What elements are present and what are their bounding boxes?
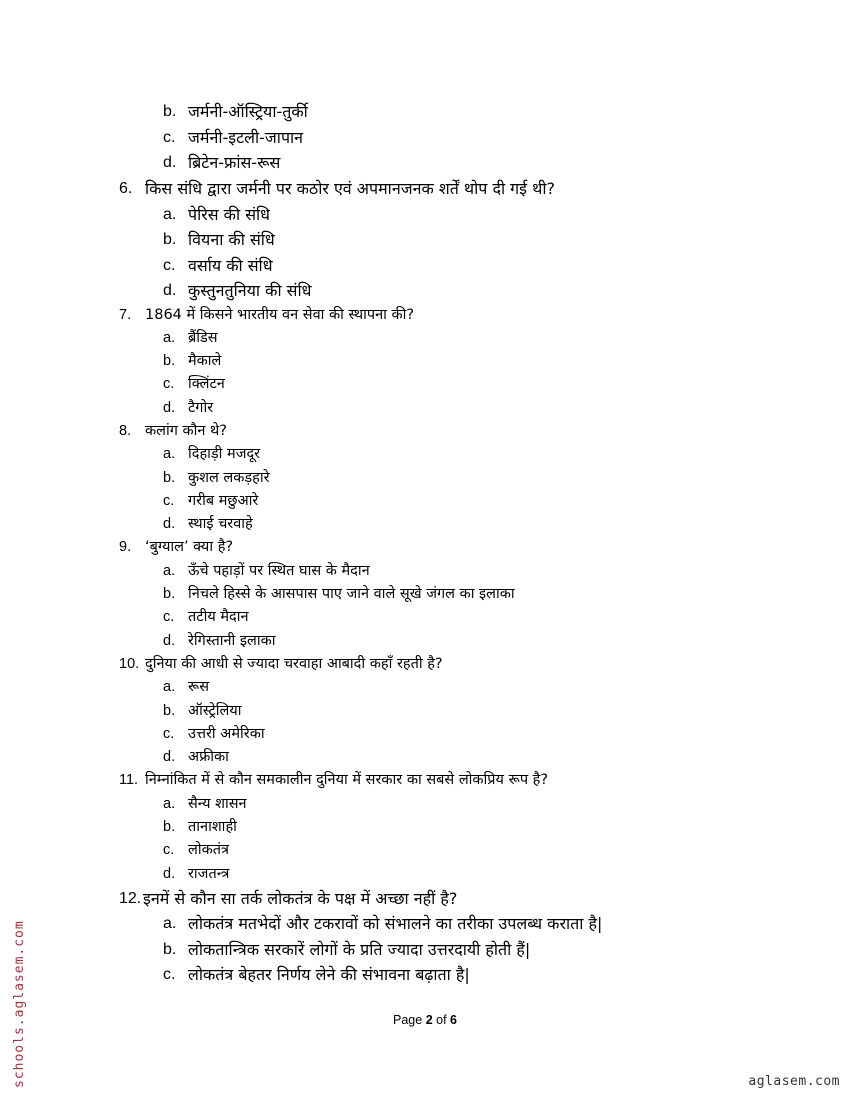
option-text: अफ्रीका (188, 749, 229, 766)
option-text: कुशल लकड़हारे (188, 469, 270, 486)
question-number: 10. (119, 655, 140, 672)
option-letter: b. (163, 940, 177, 958)
option-text: क्लिंटन (188, 376, 225, 393)
option-row (0, 227, 850, 253)
option-letter: d. (163, 749, 176, 766)
option-letter: a. (163, 446, 176, 463)
option-text: लोकतान्त्रिक सरकारें लोगों के प्रति ज्यादा उत्तरदायी होती हैं| (188, 939, 531, 959)
option-letter: c. (163, 128, 176, 146)
question-7-block (0, 304, 850, 420)
option-letter: d. (163, 154, 177, 171)
question-text: इनमें से कौन सा तर्क लोकतंत्र के पक्ष में अच्छा नहीं है? (143, 888, 458, 908)
option-row (0, 962, 850, 988)
option-row (0, 443, 850, 466)
compact-questions (0, 304, 850, 886)
option-row (0, 327, 850, 350)
option-letter: b. (163, 469, 176, 486)
option-row (0, 125, 850, 151)
option-text: वर्साय की संधि (188, 255, 273, 275)
option-letter: d. (163, 865, 176, 882)
option-text: ब्रिटेन-फ्रांस-रूस (188, 153, 281, 172)
option-letter: d. (163, 399, 176, 416)
page-current: 2 (425, 1013, 433, 1027)
option-row (0, 746, 850, 769)
question-9-block (0, 536, 850, 652)
option-text: ब्रैंडिस (188, 329, 218, 346)
option-text: टैगोर (188, 399, 214, 416)
option-row (0, 937, 850, 963)
option-letter: d. (163, 516, 176, 533)
question-row (0, 304, 850, 327)
option-text: स्थाई चरवाहे (188, 516, 253, 533)
page-total: 6 (450, 1013, 457, 1027)
question-text: ‘बुग्याल’ क्या है? (145, 539, 234, 556)
option-row (0, 816, 850, 839)
question-list (0, 176, 850, 988)
question-12-block (0, 886, 850, 988)
option-letter: d. (163, 282, 177, 299)
option-text: जर्मनी-इटली-जापान (188, 127, 304, 147)
question-text: दुनिया की आधी से ज्यादा चरवाहा आबादी कहाँ रहती है? (145, 655, 443, 672)
option-row (0, 99, 850, 125)
option-text: लोकतंत्र मतभेदों और टकरावों को संभालने का तरीका उपलब्ध कराता है| (188, 914, 603, 934)
option-text: लोकतंत्र (188, 842, 229, 859)
option-row (0, 150, 850, 176)
option-row (0, 676, 850, 699)
option-row (0, 793, 850, 816)
option-text: कुस्तुनतुनिया की संधि (188, 281, 312, 300)
question-number: 6. (119, 180, 133, 197)
option-letter: c. (163, 256, 176, 274)
option-row (0, 583, 850, 606)
option-letter: c. (163, 725, 175, 742)
question-text: 1864 में किसने भारतीय वन सेवा की स्थापना की? (145, 306, 415, 323)
option-text: जर्मनी-ऑस्ट्रिया-तुर्की (188, 102, 308, 121)
option-row (0, 839, 850, 862)
option-row (0, 253, 850, 279)
question-8-block (0, 420, 850, 536)
option-row (0, 350, 850, 373)
option-letter: b. (163, 702, 176, 719)
option-row (0, 490, 850, 513)
option-text: पेरिस की संधि (188, 204, 270, 224)
option-row (0, 513, 850, 536)
option-row (0, 560, 850, 583)
question-row (0, 420, 850, 443)
option-letter: a. (163, 915, 177, 933)
option-text: वियना की संधि (188, 230, 275, 249)
question-row (0, 769, 850, 792)
option-letter: c. (163, 842, 175, 859)
option-text: राजतन्त्र (188, 865, 230, 882)
option-row (0, 911, 850, 937)
question-number: 9. (119, 539, 132, 556)
option-row (0, 202, 850, 228)
option-letter: a. (163, 679, 176, 696)
option-row (0, 373, 850, 396)
option-text: निचले हिस्से के आसपास पाए जाने वाले सूखे जंगल का इलाका (188, 586, 515, 603)
option-letter: d. (163, 632, 176, 649)
question-number: 11. (119, 772, 139, 789)
option-text: तटीय मैदान (188, 609, 249, 626)
option-row (0, 606, 850, 629)
option-text: ऑस्ट्रेलिया (188, 702, 242, 719)
side-watermark: schools.aglasem.com (12, 920, 27, 1088)
option-row (0, 700, 850, 723)
question-number: 7. (119, 306, 132, 323)
option-letter: b. (163, 819, 176, 836)
option-text: लोकतंत्र बेहतर निर्णय लेने की संभावना बढ़ाता है| (188, 965, 470, 985)
option-letter: a. (163, 562, 176, 579)
option-letter: a. (163, 329, 176, 346)
option-row (0, 467, 850, 490)
page-number-footer (0, 1013, 850, 1027)
option-row (0, 278, 850, 304)
option-letter: c. (163, 966, 176, 984)
option-text: रूस (188, 679, 210, 696)
option-letter: c. (163, 609, 175, 626)
question-11-block (0, 769, 850, 885)
option-letter: c. (163, 492, 175, 509)
option-text: दिहाड़ी मजदूर (188, 446, 261, 463)
option-letter: c. (163, 376, 175, 393)
question-row (0, 653, 850, 676)
question-text: कलांग कौन थे? (145, 422, 228, 439)
option-text: तानाशाही (188, 819, 237, 836)
option-text: गरीब मछुआरे (188, 492, 259, 509)
option-row (0, 863, 850, 886)
question-text: किस संधि द्वारा जर्मनी पर कठोर एवं अपमानजनक शर्तें थोप दी गई थी? (145, 179, 555, 198)
option-text: रेगिस्तानी इलाका (188, 632, 276, 649)
option-row (0, 723, 850, 746)
option-text: ऊँचे पहाड़ों पर स्थित घास के मैदान (188, 562, 370, 579)
question-row (0, 886, 850, 912)
question-number: 8. (119, 422, 132, 439)
corner-watermark: aglasem.com (748, 1074, 840, 1089)
question-number: 12. (119, 889, 142, 907)
option-letter: b. (163, 353, 176, 370)
question-6-block (0, 176, 850, 304)
option-text: उत्तरी अमेरिका (188, 725, 265, 742)
question-text: निम्नांकित में से कौन समकालीन दुनिया में सरकार का सबसे लोकप्रिय रूप है? (145, 772, 549, 789)
carryover-options (0, 99, 850, 176)
option-letter: b. (163, 103, 177, 120)
page-of: of (432, 1013, 451, 1027)
option-letter: a. (163, 205, 177, 223)
option-text: सैन्य शासन (188, 795, 247, 812)
option-row (0, 630, 850, 653)
option-text: मैकाले (188, 353, 222, 370)
option-letter: b. (163, 231, 177, 248)
question-row (0, 536, 850, 559)
question-row (0, 176, 850, 202)
option-letter: b. (163, 586, 176, 603)
question-10-block (0, 653, 850, 769)
option-letter: a. (163, 795, 176, 812)
option-row (0, 397, 850, 420)
page-prefix: Page (393, 1013, 426, 1027)
